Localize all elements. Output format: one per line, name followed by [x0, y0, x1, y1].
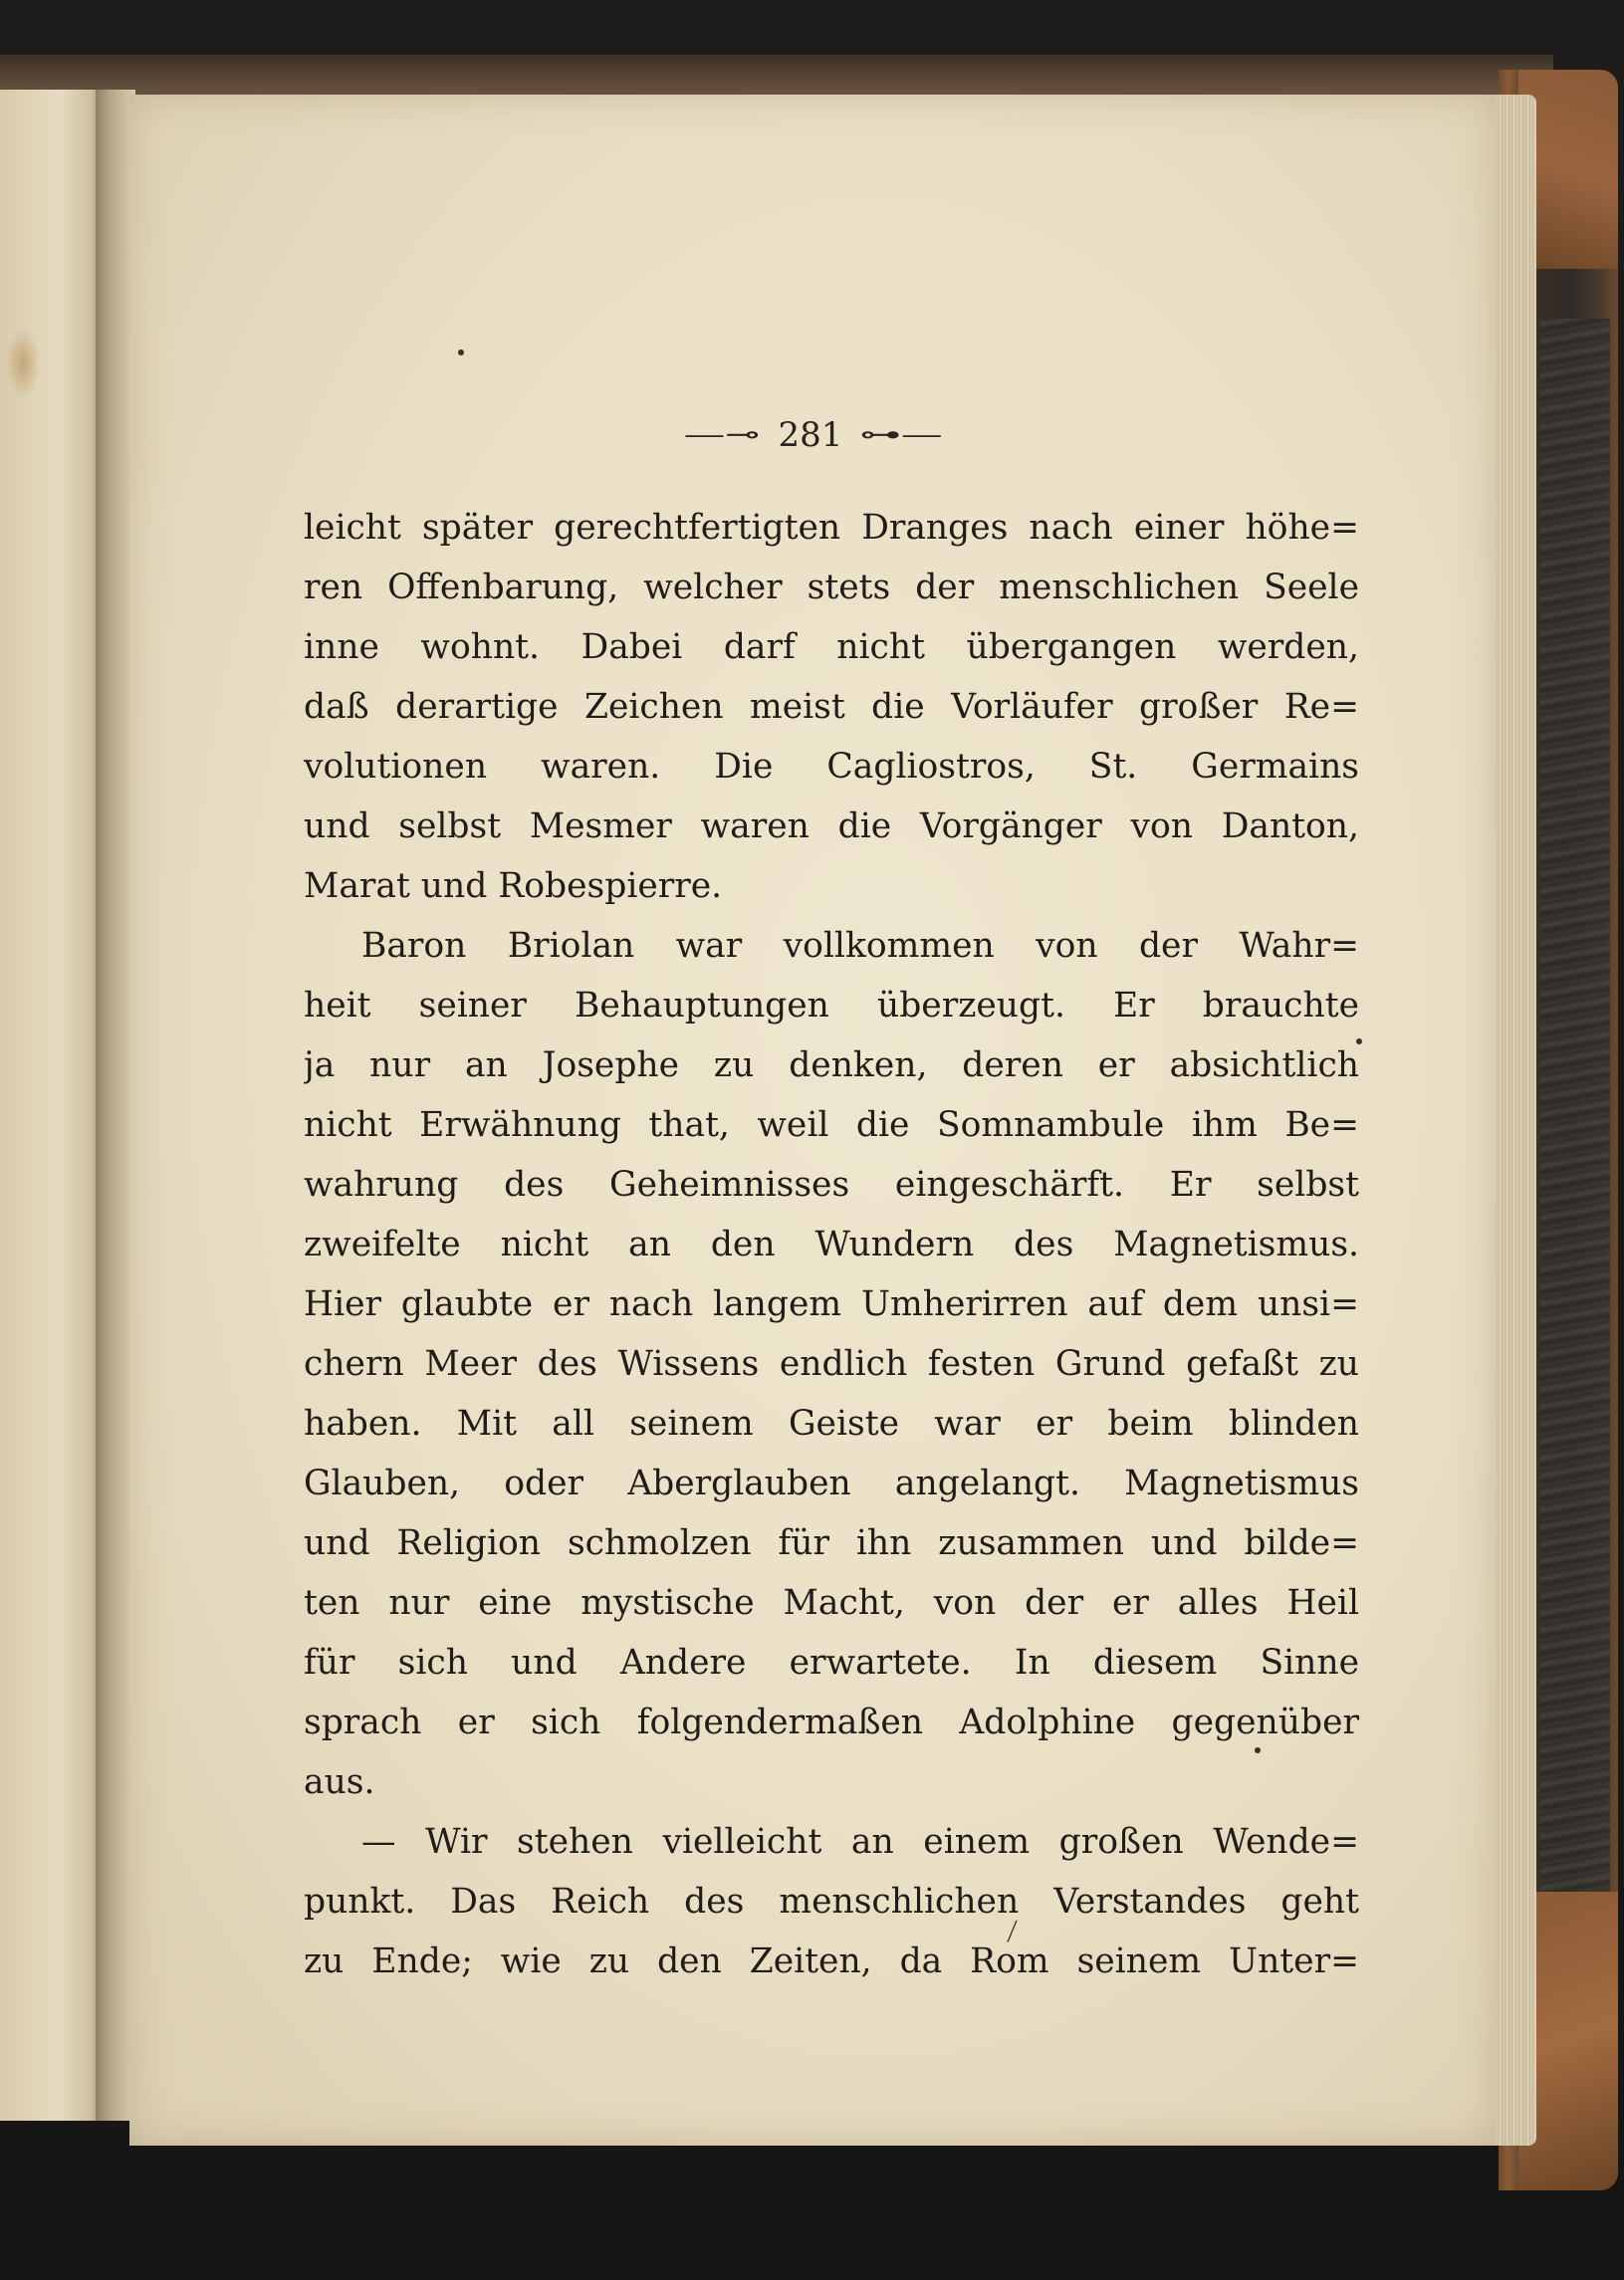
text-line: ren Offenbarung, welcher stets der menschlichen Seele	[304, 568, 1359, 607]
text-line: zweifelte nicht an den Wundern des Magnetismus.	[304, 1225, 1359, 1264]
book-cover-top-edge	[0, 55, 1553, 100]
text-line: Hier glaubte er nach langem Umherirren auf dem unsi=	[304, 1284, 1359, 1324]
text-line: haben. Mit all seinem Geiste war er beim blinden	[304, 1404, 1359, 1444]
text-line: ja nur an Josephe zu denken, deren er absichtlich	[304, 1045, 1359, 1085]
foxing-stain	[6, 329, 40, 398]
text-line: heit seiner Behauptungen überzeugt. Er brauchte	[304, 986, 1359, 1026]
text-line: ten nur eine mystische Macht, von der er alles Heil	[304, 1583, 1359, 1623]
text-line: volutionen waren. Die Cagliostros, St. Germains	[304, 747, 1359, 787]
ornament-left-icon: —⊸	[683, 420, 760, 450]
text-line: sprach er sich folgendermaßen Adolphine gegenüber	[304, 1703, 1359, 1742]
text-line: wahrung des Geheimnisses eingeschärft. Er selbst	[304, 1165, 1359, 1205]
text-line: zu Ende; wie zu den Zeiten, da Rom seinem Unter=	[304, 1941, 1359, 1981]
text-line: Baron Briolan war vollkommen von der Wahr=	[361, 926, 1359, 966]
text-line: Marat und Robespierre.	[304, 866, 723, 906]
verso-page-sliver	[0, 90, 100, 2121]
ink-speck	[1356, 1038, 1362, 1044]
text-line: — Wir stehen vielleicht an einem großen Wende=	[361, 1822, 1359, 1862]
text-line: für sich und Andere erwartete. In diesem Sinne	[304, 1643, 1359, 1683]
page-edge-stack	[1489, 95, 1536, 2146]
recto-page	[129, 95, 1496, 2146]
text-line: daß derartige Zeichen meist die Vorläufer großer Re=	[304, 687, 1359, 727]
ink-speck	[458, 349, 464, 355]
text-line: und Religion schmolzen für ihn zusammen und bilde=	[304, 1523, 1359, 1563]
text-line: punkt. Das Reich des menschlichen Verstandes geht	[304, 1882, 1359, 1922]
ink-mark: ⟋	[1000, 1916, 1025, 1948]
text-line: nicht Erwähnung that, weil die Somnambule ihm Be=	[304, 1105, 1359, 1145]
page-header	[129, 413, 1496, 455]
text-line: leicht später gerechtfertigten Dranges nach einer höhe=	[304, 508, 1359, 548]
body-text	[304, 498, 1359, 1991]
text-line: aus.	[304, 1762, 375, 1802]
text-line: inne wohnt. Dabei darf nicht übergangen werden,	[304, 627, 1359, 667]
text-line: und selbst Mesmer waren die Vorgänger von Danton,	[304, 806, 1359, 846]
cover-marbled-paper	[1540, 319, 1610, 1961]
text-line: Glauben, oder Aberglauben angelangt. Magnetismus	[304, 1464, 1359, 1503]
page-number: 281	[778, 415, 843, 455]
text-line: chern Meer des Wissens endlich festen Grund gefaßt zu	[304, 1344, 1359, 1384]
ink-speck	[1255, 1747, 1261, 1753]
ornament-right-icon: ⊶—	[859, 420, 943, 450]
